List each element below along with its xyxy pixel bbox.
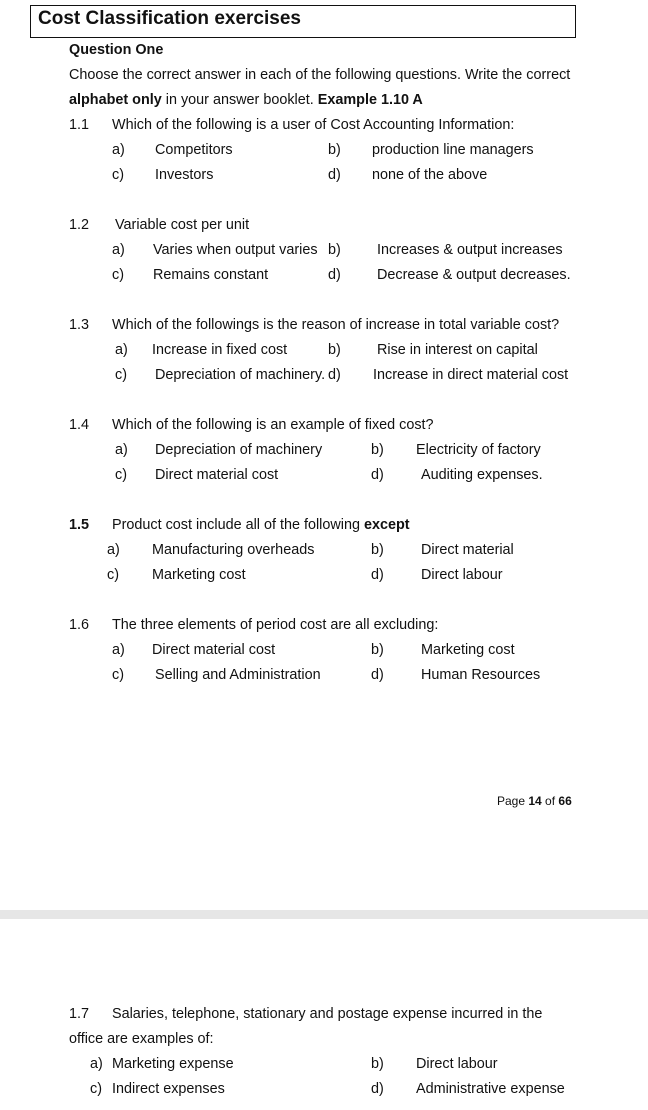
option-letter: a) bbox=[112, 242, 125, 258]
option-text: none of the above bbox=[372, 167, 488, 183]
question-number: 1.1 bbox=[69, 117, 90, 133]
question-number: 1.7 bbox=[69, 1006, 90, 1022]
option-letter: c) bbox=[107, 567, 119, 583]
option-letter: c) bbox=[115, 467, 127, 483]
option-text: Marketing expense bbox=[112, 1056, 234, 1072]
option-letter: c) bbox=[115, 367, 127, 383]
option-letter: c) bbox=[112, 167, 124, 183]
option-text: Depreciation of machinery bbox=[155, 442, 323, 458]
option-text: Investors bbox=[155, 167, 214, 183]
option-letter: b) bbox=[328, 142, 341, 158]
option-text: Direct material cost bbox=[155, 467, 279, 483]
question-text bbox=[112, 517, 410, 534]
option-letter: b) bbox=[371, 642, 384, 658]
option-letter: b) bbox=[371, 542, 384, 558]
instructions-emphasis: alphabet only bbox=[69, 92, 162, 108]
page-label: Page bbox=[497, 794, 529, 808]
question-number: 1.5 bbox=[69, 517, 90, 533]
option-text: Remains constant bbox=[153, 267, 269, 283]
option-text: Varies when output varies bbox=[153, 242, 318, 258]
option-letter: b) bbox=[371, 1056, 384, 1072]
option-text: Manufacturing overheads bbox=[152, 542, 315, 558]
option-text: Selling and Administration bbox=[155, 667, 321, 683]
option-letter: c) bbox=[112, 667, 124, 683]
question-text: The three elements of period cost are all excluding: bbox=[112, 617, 439, 633]
option-letter: a) bbox=[115, 342, 128, 358]
option-letter: d) bbox=[328, 167, 341, 183]
question-text: Which of the following is a user of Cost Accounting Information: bbox=[112, 117, 515, 133]
option-text: Increase in direct material cost bbox=[373, 367, 569, 383]
option-letter: c) bbox=[90, 1081, 102, 1097]
instructions-rest: in your answer booklet. bbox=[161, 92, 318, 108]
instructions-line-1: Choose the correct answer in each of the following questions. Write the correct bbox=[69, 67, 571, 83]
question-number: 1.2 bbox=[69, 217, 90, 233]
question-text-main: Product cost include all of the following bbox=[112, 517, 364, 533]
question-number: 1.6 bbox=[69, 617, 90, 633]
option-letter: d) bbox=[371, 567, 384, 583]
option-letter: d) bbox=[328, 367, 341, 383]
option-letter: d) bbox=[371, 1081, 384, 1097]
question-heading: Question One bbox=[69, 42, 164, 58]
page-divider bbox=[0, 910, 648, 919]
question-text: Salaries, telephone, stationary and postage expense incurred in the bbox=[112, 1006, 543, 1022]
instructions-example: Example 1.10 A bbox=[317, 92, 423, 108]
total-pages: 66 bbox=[558, 794, 572, 808]
of-label: of bbox=[541, 794, 559, 808]
option-letter: b) bbox=[328, 242, 341, 258]
question-text: Which of the followings is the reason of increase in total variable cost? bbox=[112, 317, 560, 333]
option-letter: c) bbox=[112, 267, 124, 283]
document-title: Cost Classification exercises bbox=[38, 8, 301, 29]
option-letter: b) bbox=[371, 442, 384, 458]
instructions-line-2 bbox=[69, 92, 423, 109]
option-letter: d) bbox=[328, 267, 341, 283]
option-text: Auditing expenses. bbox=[421, 467, 543, 483]
option-text: Rise in interest on capital bbox=[377, 342, 538, 358]
option-letter: a) bbox=[112, 142, 125, 158]
option-letter: b) bbox=[328, 342, 341, 358]
question-text-continued: office are examples of: bbox=[69, 1031, 214, 1047]
option-text: Increases & output increases bbox=[377, 242, 563, 258]
option-text: Direct material bbox=[421, 542, 514, 558]
option-text: Direct labour bbox=[416, 1056, 498, 1072]
option-letter: d) bbox=[371, 667, 384, 683]
question-number: 1.3 bbox=[69, 317, 90, 333]
question-text: Variable cost per unit bbox=[115, 217, 250, 233]
option-text: Marketing cost bbox=[421, 642, 515, 658]
option-text: Marketing cost bbox=[152, 567, 246, 583]
option-text: Decrease & output decreases. bbox=[377, 267, 571, 283]
question-text: Which of the following is an example of fixed cost? bbox=[112, 417, 434, 433]
question-number: 1.4 bbox=[69, 417, 90, 433]
option-letter: a) bbox=[112, 642, 125, 658]
option-text: Human Resources bbox=[421, 667, 541, 683]
question-text-emphasis: except bbox=[363, 517, 410, 533]
option-text: Competitors bbox=[155, 142, 233, 158]
option-letter: a) bbox=[107, 542, 120, 558]
option-text: Depreciation of machinery. bbox=[155, 367, 326, 383]
option-letter: a) bbox=[115, 442, 128, 458]
option-letter: a) bbox=[90, 1056, 103, 1072]
option-text: Direct labour bbox=[421, 567, 503, 583]
option-text: Administrative expense bbox=[416, 1081, 565, 1097]
option-text: production line managers bbox=[372, 142, 534, 158]
page-footer bbox=[497, 794, 572, 808]
option-letter: d) bbox=[371, 467, 384, 483]
option-text: Electricity of factory bbox=[416, 442, 541, 458]
page-number: 14 bbox=[528, 794, 542, 808]
option-text: Increase in fixed cost bbox=[152, 342, 288, 358]
option-text: Direct material cost bbox=[152, 642, 276, 658]
option-text: Indirect expenses bbox=[112, 1081, 225, 1097]
